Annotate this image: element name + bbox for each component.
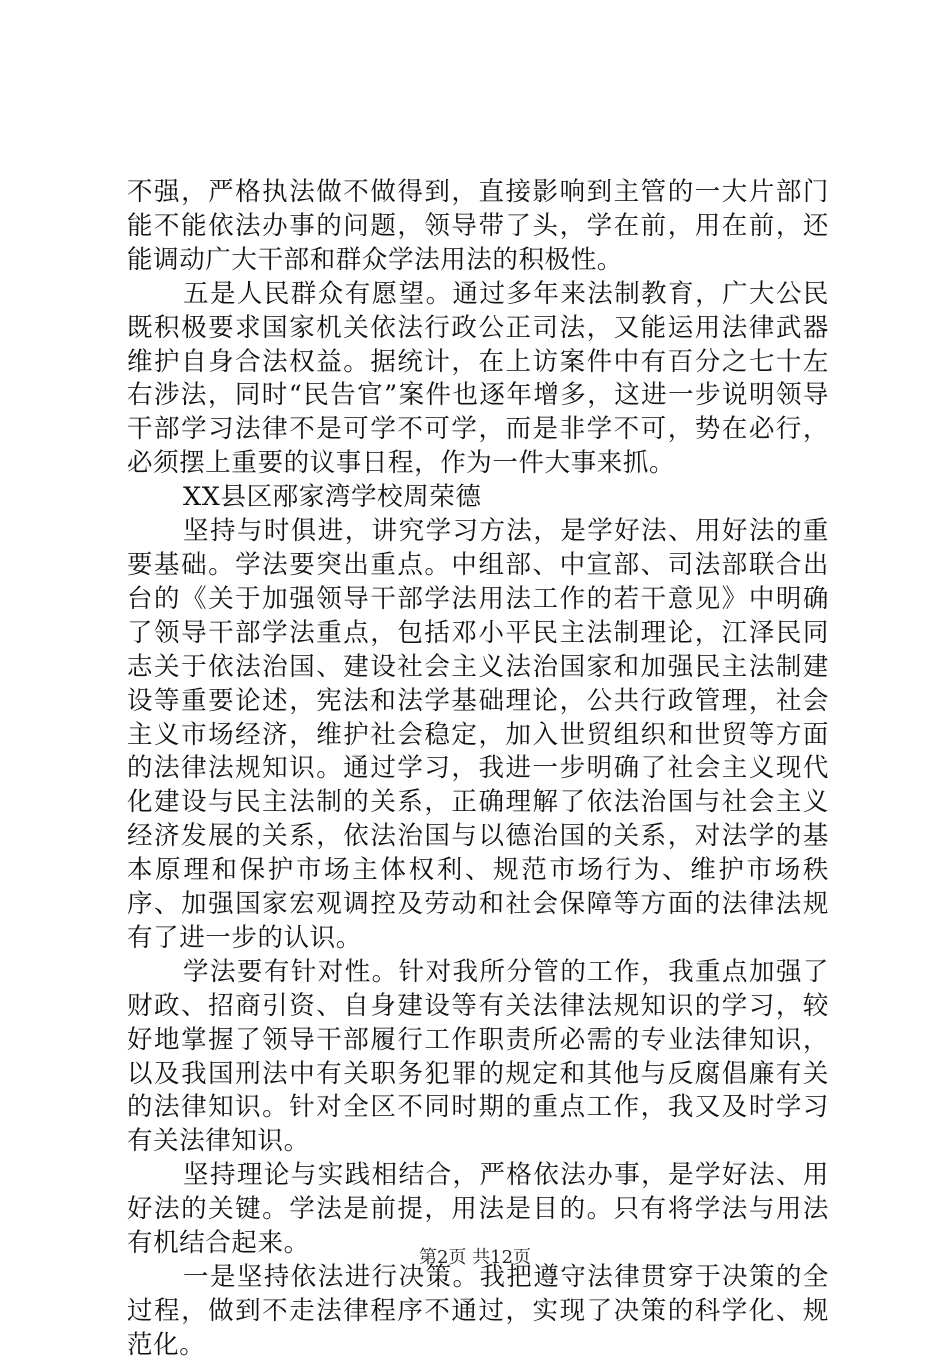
page-number-footer: 第2页 共12页 xyxy=(418,1247,532,1268)
paragraph-theory-practice: 坚持理论与实践相结合，严格依法办事，是学好法、用好法的关键。学法是前提，用法是目的。只有将学法与用法有机结合起来。 xyxy=(127,1160,829,1259)
paragraph-point-five: 五是人民群众有愿望。通过多年来法制教育，广大公民既积极要求国家机关依法行政公正司法，又能运用法律武器维护自身合法权益。据统计，在上访案件中有百分之七十左右涉法，同时“民告官”案件也逐年增多，这进一步说明领导干部学习法律不是可学不可学，而是非学不可，势在必行，必须摆上重要的议事日程，作为一件大事来抓。 xyxy=(127,278,829,479)
paragraph-study-methods: 坚持与时俱进，讲究学习方法，是学好法、用好法的重要基础。学法要突出重点。中组部、中宣部、司法部联合出台的《关于加强领导干部学法用法工作的若干意见》中明确了领导干部学法重点，包括邓小平民主法制理论，江泽民同志关于依法治国、建设社会主义法治国家和加强民主法制建设等重要论述，宪法和法学基础理论，公共行政管理，社会主义市场经济，维护社会稳定，加入世贸组织和世贸等方面的法律法规知识。通过学习，我进一步明确了社会主义现代化建设与民主法制的关系，正确理解了依法治国与社会主义经济发展的关系，依法治国与以德治国的关系，对法学的基本原理和保护市场主体权利、规范市场行为、维护市场秩序、加强国家宏观调控及劳动和社会保障等方面的法律法规有了进一步的认识。 xyxy=(127,516,829,953)
paragraph-point-one: 一是坚持依法进行决策。我把遵守法律贯穿于决策的全过程，做到不走法律程序不通过，实现了决策的科学化、规范化。 xyxy=(127,1262,829,1360)
author-line: XX县区邴家湾学校周荣德 xyxy=(183,482,482,513)
document-body xyxy=(127,176,829,1363)
paragraph-continuation: 不强，严格执法做不做得到，直接影响到主管的一大片部门能不能依法办事的问题，领导带了头，学在前，用在前，还能调动广大干部和群众学法用法的积极性。 xyxy=(127,177,829,275)
paragraph-targeted-study: 学法要有针对性。针对我所分管的工作，我重点加强了财政、招商引资、自身建设等有关法律法规知识的学习，较好地掌握了领导干部履行工作职责所必需的专业法律知识，以及我国刑法中有关职务犯罪的规定和其他与反腐倡廉有关的法律知识。针对全区不同时期的重点工作，我又及时学习有关法律知识。 xyxy=(127,956,829,1157)
